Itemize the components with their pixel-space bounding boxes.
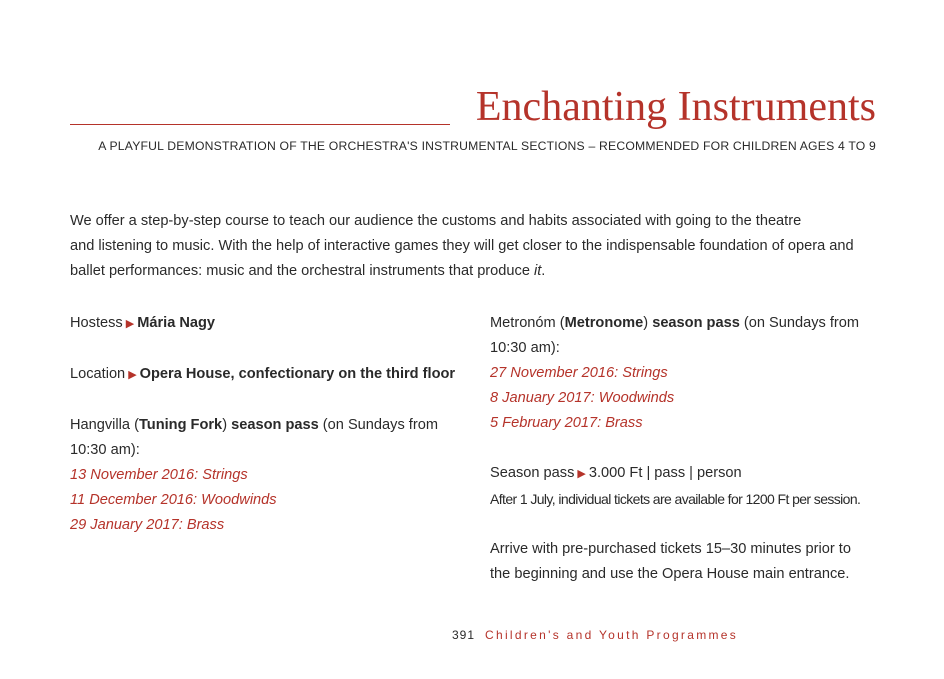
session-date: 8 January 2017: Woodwinds (490, 390, 675, 406)
intro-line: We offer a step-by-step course to teach our audience the customs and habits associated with going to the theatre (70, 213, 802, 229)
arrival-note: the beginning and use the Opera House main entrance. (490, 566, 850, 582)
season-pass-row (490, 461, 910, 487)
session-date: 27 November 2016: Strings (490, 365, 668, 381)
hostess-row (70, 311, 470, 337)
pass-title (70, 413, 470, 438)
right-column (490, 311, 910, 587)
pass-when: (on Sundays from (739, 315, 860, 331)
arrow-icon: ▶ (128, 369, 137, 381)
pass-name: Hangvilla ( (70, 417, 139, 433)
intro-text: ballet performances: music and the orchestral instruments that produce (70, 263, 534, 279)
hostess-name: Mária Nagy (137, 315, 216, 331)
arrow-icon: ▶ (125, 318, 135, 330)
pass-name-en: Tuning Fork (138, 417, 223, 433)
season-pass-label: Season pass (490, 465, 575, 481)
intro-line (70, 259, 890, 284)
intro-italic: it (534, 263, 542, 279)
location-row (70, 362, 470, 388)
pass-title (490, 311, 910, 336)
arrival-note: Arrive with pre-purchased tickets 15–30 minutes prior to (490, 541, 851, 557)
hostess-label: Hostess (70, 315, 123, 331)
session-date: 11 December 2016: Woodwinds (70, 492, 277, 508)
pass-when-time: 10:30 am): (70, 442, 140, 458)
section-name: Children's and Youth Programmes (485, 628, 739, 642)
title-rule (70, 124, 450, 125)
pass-name-en: Metronome (564, 315, 644, 331)
location-value: Opera House, confectionary on the third floor (139, 366, 456, 382)
individual-ticket-note: After 1 July, individual tickets are available for 1200 Ft per session. (490, 491, 861, 507)
pass-when-time: 10:30 am): (490, 340, 560, 356)
intro-paragraph (70, 209, 890, 284)
arrow-icon: ▶ (577, 468, 586, 480)
location-label: Location (70, 366, 126, 382)
pass-name: Metronóm ( (490, 315, 565, 331)
pass-paren: ) (222, 417, 228, 433)
page-number: 391 (452, 628, 476, 642)
intro-line: and listening to music. With the help of interactive games they will get closer to the indispensable foundation of opera and (70, 238, 854, 254)
page-title: Enchanting Instruments (475, 84, 876, 130)
pass-paren: ) (643, 315, 649, 331)
season-pass-price: 3.000 Ft | pass | person (588, 465, 742, 481)
pass-when: (on Sundays from (318, 417, 438, 433)
session-date: 5 February 2017: Brass (490, 415, 643, 431)
pass-word: season pass (652, 315, 740, 331)
pass-word: season pass (231, 417, 319, 433)
left-column (70, 311, 470, 538)
page-footer (452, 628, 738, 642)
page-subtitle: A PLAYFUL DEMONSTRATION OF THE ORCHESTRA'S INSTRUMENTAL SECTIONS – RECOMMENDED FOR CHILDREN AGES 4 TO 9 (98, 139, 876, 153)
session-date: 29 January 2017: Brass (70, 517, 225, 533)
session-date: 13 November 2016: Strings (70, 467, 248, 483)
intro-text: . (541, 263, 546, 279)
